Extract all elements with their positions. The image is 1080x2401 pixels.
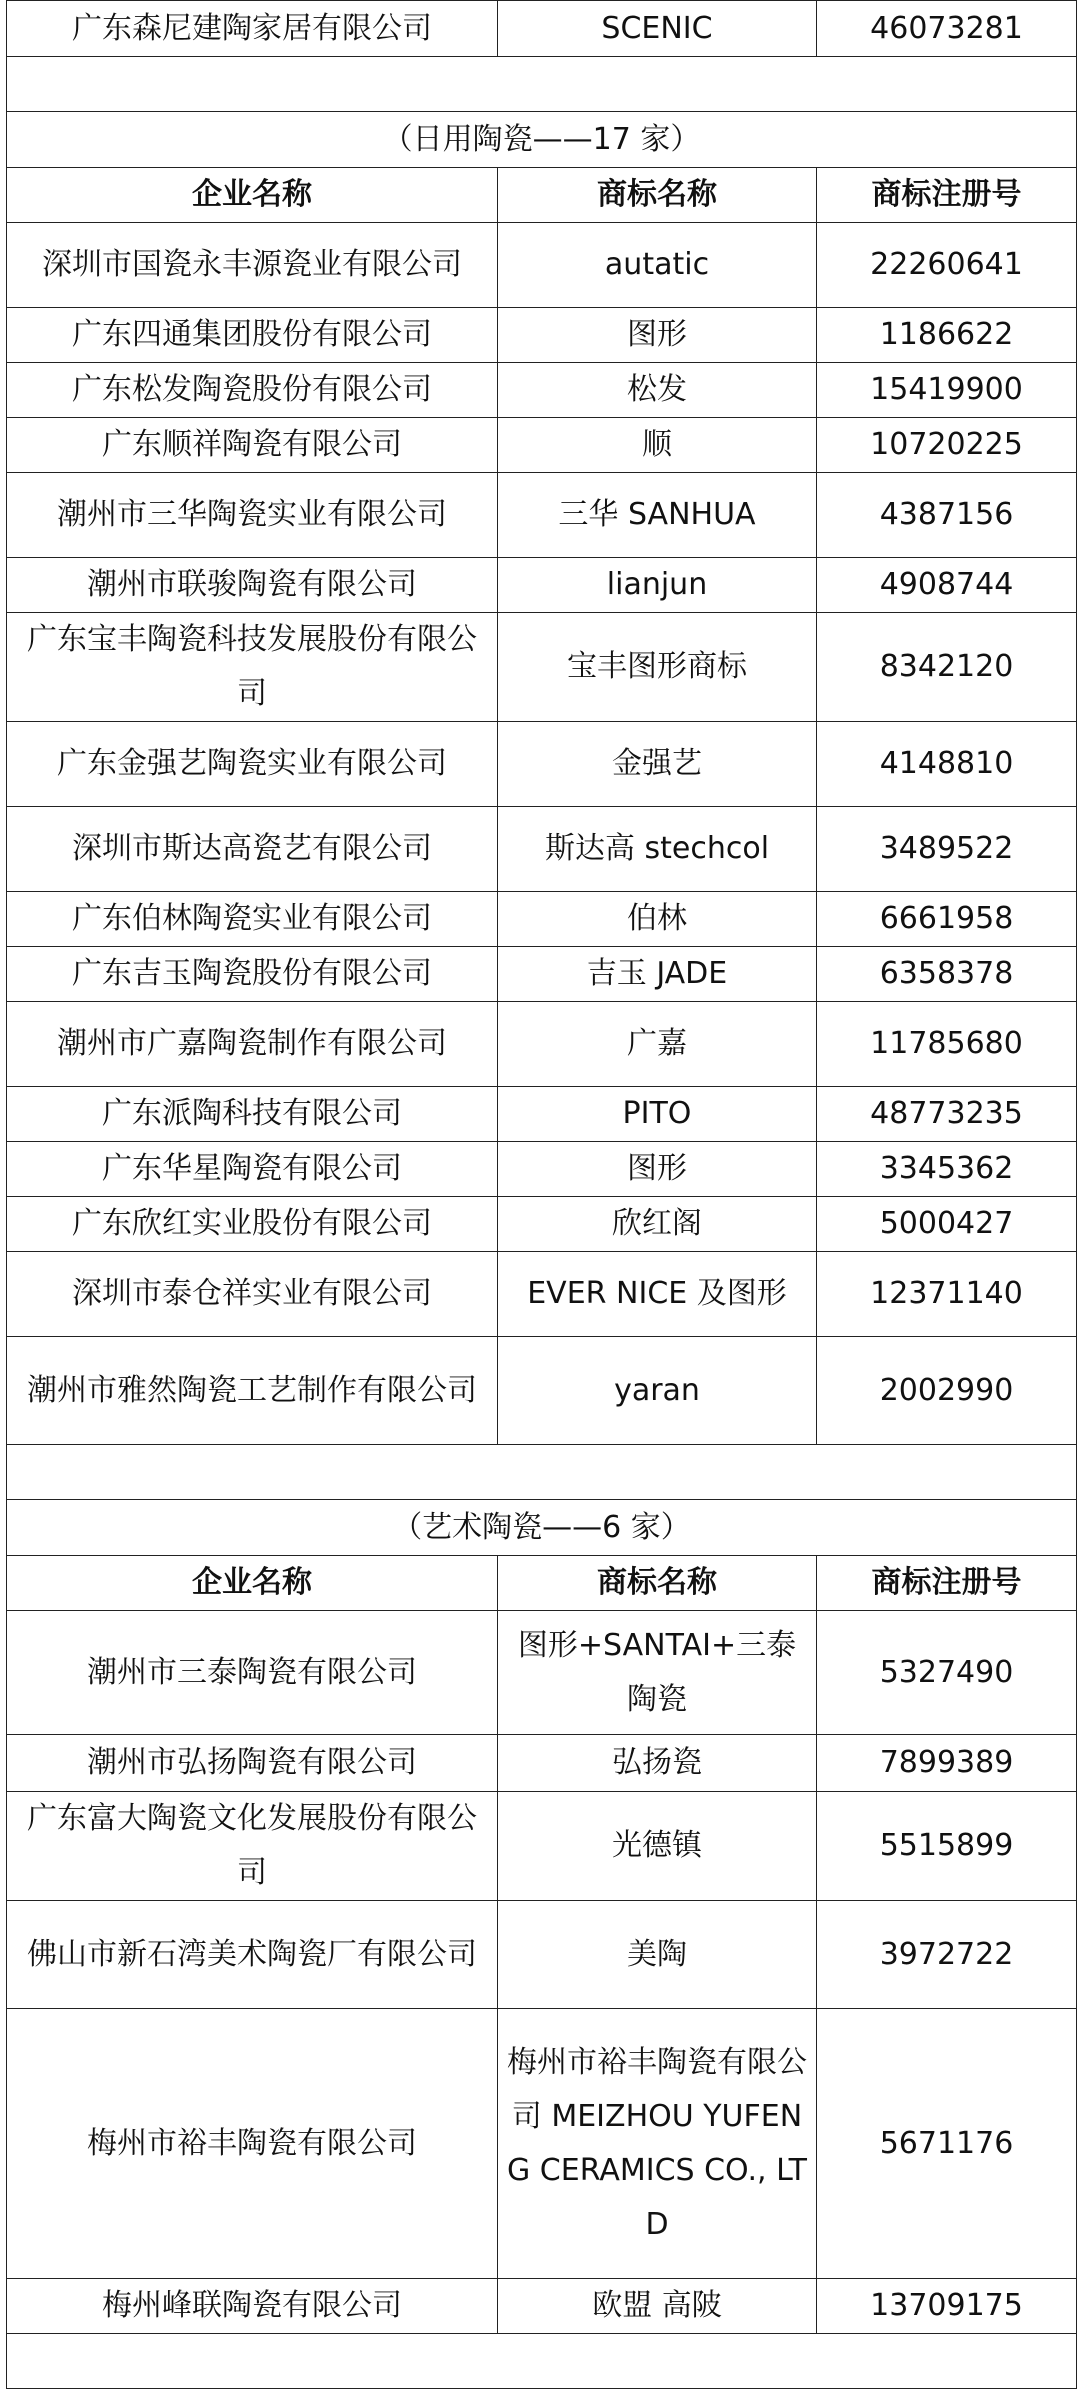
table-row bbox=[7, 1252, 1077, 1337]
reg-no-cell: 2002990 bbox=[817, 1337, 1077, 1445]
trademark-cell: 宝丰图形商标 bbox=[498, 613, 817, 722]
blank-row bbox=[7, 57, 1077, 112]
trademark-cell: 顺 bbox=[498, 418, 817, 473]
reg-no-cell: 4387156 bbox=[817, 473, 1077, 558]
reg-no-cell: 1186622 bbox=[817, 308, 1077, 363]
reg-no-cell: 3489522 bbox=[817, 807, 1077, 892]
table-row bbox=[7, 363, 1077, 418]
section-title-row bbox=[7, 112, 1077, 168]
reg-no-cell: 11785680 bbox=[817, 1002, 1077, 1087]
table-row bbox=[7, 418, 1077, 473]
header-reg-no: 商标注册号 bbox=[817, 1556, 1077, 1611]
header-reg-no: 商标注册号 bbox=[817, 168, 1077, 223]
reg-no-cell: 7899389 bbox=[817, 1735, 1077, 1792]
trademark-cell: 广嘉 bbox=[498, 1002, 817, 1087]
trademark-cell: 伯林 bbox=[498, 892, 817, 947]
reg-no-cell: 3345362 bbox=[817, 1142, 1077, 1197]
trademark-cell: EVER NICE 及图形 bbox=[498, 1252, 817, 1337]
company-cell: 深圳市国瓷永丰源瓷业有限公司 bbox=[7, 223, 498, 308]
reg-no-cell: 15419900 bbox=[817, 363, 1077, 418]
company-cell: 潮州市雅然陶瓷工艺制作有限公司 bbox=[7, 1337, 498, 1445]
company-cell: 广东富大陶瓷文化发展股份有限公司 bbox=[7, 1792, 498, 1901]
trademark-cell: 图形 bbox=[498, 1142, 817, 1197]
reg-no-cell: 6358378 bbox=[817, 947, 1077, 1002]
reg-no-cell: 5515899 bbox=[817, 1792, 1077, 1901]
blank-row bbox=[7, 2334, 1077, 2389]
table-row bbox=[7, 1901, 1077, 2009]
reg-no-cell: 3972722 bbox=[817, 1901, 1077, 2009]
header-company: 企业名称 bbox=[7, 1556, 498, 1611]
trademark-cell: 斯达高 stechcol bbox=[498, 807, 817, 892]
blank-cell bbox=[7, 2334, 1077, 2389]
company-cell: 潮州市联骏陶瓷有限公司 bbox=[7, 558, 498, 613]
reg-no-cell: 48773235 bbox=[817, 1087, 1077, 1142]
trademark-table bbox=[6, 0, 1077, 2389]
trademark-cell: 欧盟 高陂 bbox=[498, 2279, 817, 2334]
trademark-cell: 弘扬瓷 bbox=[498, 1735, 817, 1792]
table-row bbox=[7, 558, 1077, 613]
trademark-cell: 梅州市裕丰陶瓷有限公司 MEIZHOU YUFENG CERAMICS CO., LTD bbox=[498, 2009, 817, 2279]
company-cell: 深圳市泰仓祥实业有限公司 bbox=[7, 1252, 498, 1337]
company-cell: 广东华星陶瓷有限公司 bbox=[7, 1142, 498, 1197]
table-row bbox=[7, 2279, 1077, 2334]
company-cell: 潮州市弘扬陶瓷有限公司 bbox=[7, 1735, 498, 1792]
table-row bbox=[7, 1087, 1077, 1142]
table-row bbox=[7, 947, 1077, 1002]
trademark-cell: 欣红阁 bbox=[498, 1197, 817, 1252]
company-cell: 广东顺祥陶瓷有限公司 bbox=[7, 418, 498, 473]
table-row bbox=[7, 308, 1077, 363]
company-cell: 深圳市斯达高瓷艺有限公司 bbox=[7, 807, 498, 892]
trademark-cell: 松发 bbox=[498, 363, 817, 418]
header-row bbox=[7, 168, 1077, 223]
reg-no-cell: 13709175 bbox=[817, 2279, 1077, 2334]
reg-no-cell: 22260641 bbox=[817, 223, 1077, 308]
blank-row bbox=[7, 1445, 1077, 1500]
table-row bbox=[7, 807, 1077, 892]
reg-no-cell: 46073281 bbox=[817, 1, 1077, 57]
blank-cell bbox=[7, 57, 1077, 112]
reg-no-cell: 5671176 bbox=[817, 2009, 1077, 2279]
section-title: （日用陶瓷——17 家） bbox=[7, 112, 1077, 168]
trademark-cell: lianjun bbox=[498, 558, 817, 613]
company-cell: 广东松发陶瓷股份有限公司 bbox=[7, 363, 498, 418]
company-cell: 潮州市三泰陶瓷有限公司 bbox=[7, 1611, 498, 1735]
section-title-row bbox=[7, 1500, 1077, 1556]
table-row bbox=[7, 223, 1077, 308]
table-row bbox=[7, 1142, 1077, 1197]
trademark-cell: yaran bbox=[498, 1337, 817, 1445]
reg-no-cell: 5327490 bbox=[817, 1611, 1077, 1735]
blank-cell bbox=[7, 1445, 1077, 1500]
table-row bbox=[7, 473, 1077, 558]
company-cell: 潮州市三华陶瓷实业有限公司 bbox=[7, 473, 498, 558]
company-cell: 广东伯林陶瓷实业有限公司 bbox=[7, 892, 498, 947]
reg-no-cell: 10720225 bbox=[817, 418, 1077, 473]
company-cell: 佛山市新石湾美术陶瓷厂有限公司 bbox=[7, 1901, 498, 2009]
company-cell: 广东四通集团股份有限公司 bbox=[7, 308, 498, 363]
table-row bbox=[7, 892, 1077, 947]
header-company: 企业名称 bbox=[7, 168, 498, 223]
reg-no-cell: 4908744 bbox=[817, 558, 1077, 613]
section-title: （艺术陶瓷——6 家） bbox=[7, 1500, 1077, 1556]
trademark-cell: 美陶 bbox=[498, 1901, 817, 2009]
table-row bbox=[7, 1197, 1077, 1252]
trademark-cell: autatic bbox=[498, 223, 817, 308]
reg-no-cell: 8342120 bbox=[817, 613, 1077, 722]
trademark-cell: 吉玉 JADE bbox=[498, 947, 817, 1002]
table-body bbox=[7, 1, 1077, 2389]
company-cell: 广东宝丰陶瓷科技发展股份有限公司 bbox=[7, 613, 498, 722]
table-row bbox=[7, 1, 1077, 57]
table-row bbox=[7, 1337, 1077, 1445]
reg-no-cell: 6661958 bbox=[817, 892, 1077, 947]
trademark-cell: 图形 bbox=[498, 308, 817, 363]
trademark-cell: 光德镇 bbox=[498, 1792, 817, 1901]
trademark-cell: PITO bbox=[498, 1087, 817, 1142]
trademark-cell: 金强艺 bbox=[498, 722, 817, 807]
header-trademark: 商标名称 bbox=[498, 1556, 817, 1611]
company-cell: 潮州市广嘉陶瓷制作有限公司 bbox=[7, 1002, 498, 1087]
company-cell: 广东欣红实业股份有限公司 bbox=[7, 1197, 498, 1252]
company-cell: 广东吉玉陶瓷股份有限公司 bbox=[7, 947, 498, 1002]
trademark-cell: SCENIC bbox=[498, 1, 817, 57]
company-cell: 广东森尼建陶家居有限公司 bbox=[7, 1, 498, 57]
table-row bbox=[7, 1735, 1077, 1792]
table-row bbox=[7, 722, 1077, 807]
table-row bbox=[7, 1611, 1077, 1735]
table-row bbox=[7, 2009, 1077, 2279]
table-row bbox=[7, 1002, 1077, 1087]
header-trademark: 商标名称 bbox=[498, 168, 817, 223]
table-row bbox=[7, 613, 1077, 722]
trademark-cell: 图形+SANTAI+三泰陶瓷 bbox=[498, 1611, 817, 1735]
company-cell: 广东派陶科技有限公司 bbox=[7, 1087, 498, 1142]
reg-no-cell: 5000427 bbox=[817, 1197, 1077, 1252]
table-row bbox=[7, 1792, 1077, 1901]
reg-no-cell: 4148810 bbox=[817, 722, 1077, 807]
company-cell: 梅州峰联陶瓷有限公司 bbox=[7, 2279, 498, 2334]
company-cell: 梅州市裕丰陶瓷有限公司 bbox=[7, 2009, 498, 2279]
reg-no-cell: 12371140 bbox=[817, 1252, 1077, 1337]
header-row bbox=[7, 1556, 1077, 1611]
trademark-cell: 三华 SANHUA bbox=[498, 473, 817, 558]
company-cell: 广东金强艺陶瓷实业有限公司 bbox=[7, 722, 498, 807]
